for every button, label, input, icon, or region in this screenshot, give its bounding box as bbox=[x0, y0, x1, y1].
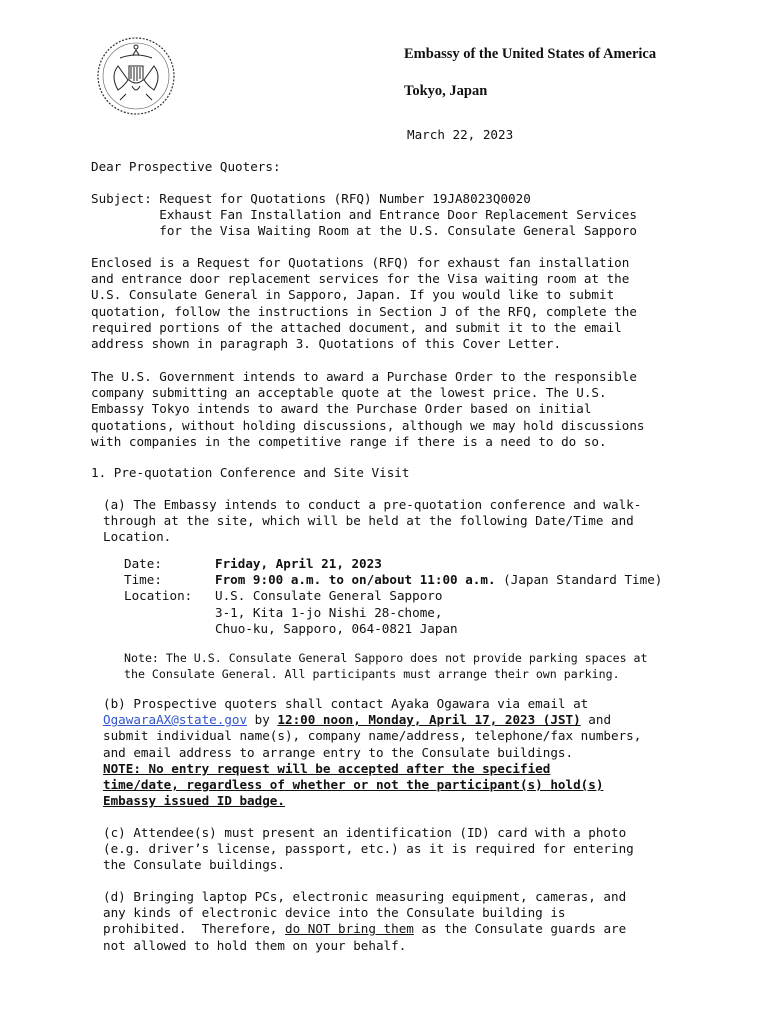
para1-line: and entrance door replacement services for the Visa waiting room at the bbox=[91, 271, 630, 287]
date-value: Friday, April 21, 2023 bbox=[215, 556, 382, 571]
para1-line: U.S. Consulate General in Sapporo, Japan. If you would like to submit bbox=[91, 287, 615, 303]
embassy-name: Embassy of the United States of America bbox=[404, 46, 657, 62]
item-a-line: Location. bbox=[103, 529, 172, 545]
embassy-city: Tokyo, Japan bbox=[404, 83, 488, 99]
item-d-line: (d) Bringing laptop PCs, electronic measuring equipment, cameras, and bbox=[103, 889, 627, 904]
item-b-line: submit individual name(s), company name/address, telephone/fax numbers, bbox=[103, 728, 642, 744]
para1-line: quotation, follow the instructions in Section J of the RFQ, complete the bbox=[91, 303, 637, 319]
letter-date: March 22, 2023 bbox=[407, 127, 514, 142]
entry-note-line: NOTE: No entry request will be accepted after the specified bbox=[103, 760, 551, 776]
do-not-bring-emphasis: do NOT bring them bbox=[284, 921, 414, 937]
para2-line: with companies in the competitive range if there is a need to do so. bbox=[91, 433, 607, 449]
para1-line: Enclosed is a Request for Quotations (RFQ) for exhaust fan installation bbox=[91, 255, 630, 270]
registration-deadline: 12:00 noon, Monday, April 17, 2023 (JST) bbox=[277, 712, 581, 728]
entry-note-line: time/date, regardless of whether or not the participant(s) hold(s) bbox=[103, 777, 604, 793]
item-b-line: and email address to arrange entry to the Consulate buildings. bbox=[103, 744, 574, 760]
para1-line: address shown in paragraph 3. Quotations of this Cover Letter. bbox=[91, 336, 562, 352]
item-c-line: (e.g. driver’s license, passport, etc.) as it is required for entering bbox=[103, 841, 634, 857]
salutation: Dear Prospective Quoters: bbox=[91, 159, 281, 174]
paragraph-intro bbox=[91, 255, 731, 352]
item-b bbox=[103, 696, 733, 809]
location-label: Location: bbox=[124, 588, 193, 604]
embassy-seal-icon bbox=[96, 36, 176, 116]
location-line-2: 3-1, Kita 1-jo Nishi 28-chome, bbox=[215, 604, 443, 620]
parking-note-line: Note: The U.S. Consulate General Sapporo does not provide parking spaces at bbox=[124, 651, 648, 665]
item-a-line: (a) The Embassy intends to conduct a pre-quotation conference and walk- bbox=[103, 497, 642, 512]
section-1-title: 1. Pre-quotation Conference and Site Visit bbox=[91, 465, 410, 480]
location-line-3: Chuo-ku, Sapporo, 064-0821 Japan bbox=[215, 620, 458, 636]
item-b-by: by bbox=[247, 712, 278, 728]
item-d-line: any kinds of electronic device into the Consulate building is bbox=[103, 905, 566, 921]
date-label: Date: bbox=[124, 556, 162, 571]
subject-line-1: Request for Quotations (RFQ) Number 19JA8023Q0020 bbox=[159, 191, 531, 206]
item-c-line: the Consulate buildings. bbox=[103, 857, 285, 873]
item-d-line: not allowed to hold them on your behalf. bbox=[103, 937, 407, 953]
contact-email-link[interactable]: OgawaraAX@state.gov bbox=[103, 712, 248, 728]
schedule-table bbox=[124, 556, 662, 637]
item-c-line: (c) Attendee(s) must present an identification (ID) card with a photo bbox=[103, 825, 627, 840]
subject-line-3: for the Visa Waiting Room at the U.S. Consulate General Sapporo bbox=[159, 223, 637, 239]
item-c bbox=[103, 825, 733, 874]
item-d bbox=[103, 889, 733, 954]
item-a-line: through at the site, which will be held at the following Date/Time and bbox=[103, 513, 634, 529]
entry-note-line: Embassy issued ID badge. bbox=[103, 793, 285, 809]
location-line-1: U.S. Consulate General Sapporo bbox=[215, 588, 443, 604]
para2-line: quotations, without holding discussions, although we may hold discussions bbox=[91, 417, 645, 433]
time-label: Time: bbox=[124, 572, 162, 588]
subject-label: Subject: bbox=[91, 191, 152, 206]
item-b-and: and bbox=[580, 712, 612, 728]
item-a bbox=[103, 497, 733, 546]
item-d-line: as the Consulate guards are bbox=[413, 921, 627, 937]
parking-note bbox=[124, 650, 648, 682]
para2-line: The U.S. Government intends to award a Purchase Order to the responsible bbox=[91, 369, 637, 384]
para2-line: Embassy Tokyo intends to award the Purchase Order based on initial bbox=[91, 401, 592, 417]
paragraph-award bbox=[91, 369, 731, 450]
item-d-line: prohibited. Therefore, bbox=[103, 921, 285, 937]
parking-note-line: the Consulate General. All participants must arrange their own parking. bbox=[124, 667, 620, 681]
item-b-line: (b) Prospective quoters shall contact Ayaka Ogawara via email at bbox=[103, 696, 589, 711]
time-note: (Japan Standard Time) bbox=[495, 572, 663, 588]
para2-line: company submitting an acceptable quote at the lowest price. The U.S. bbox=[91, 385, 607, 401]
time-value: From 9:00 a.m. to on/about 11:00 a.m. bbox=[215, 572, 496, 588]
subject-block bbox=[91, 191, 731, 240]
para1-line: required portions of the attached document, and submit it to the email bbox=[91, 319, 622, 335]
subject-line-2: Exhaust Fan Installation and Entrance Door Replacement Services bbox=[159, 207, 637, 223]
